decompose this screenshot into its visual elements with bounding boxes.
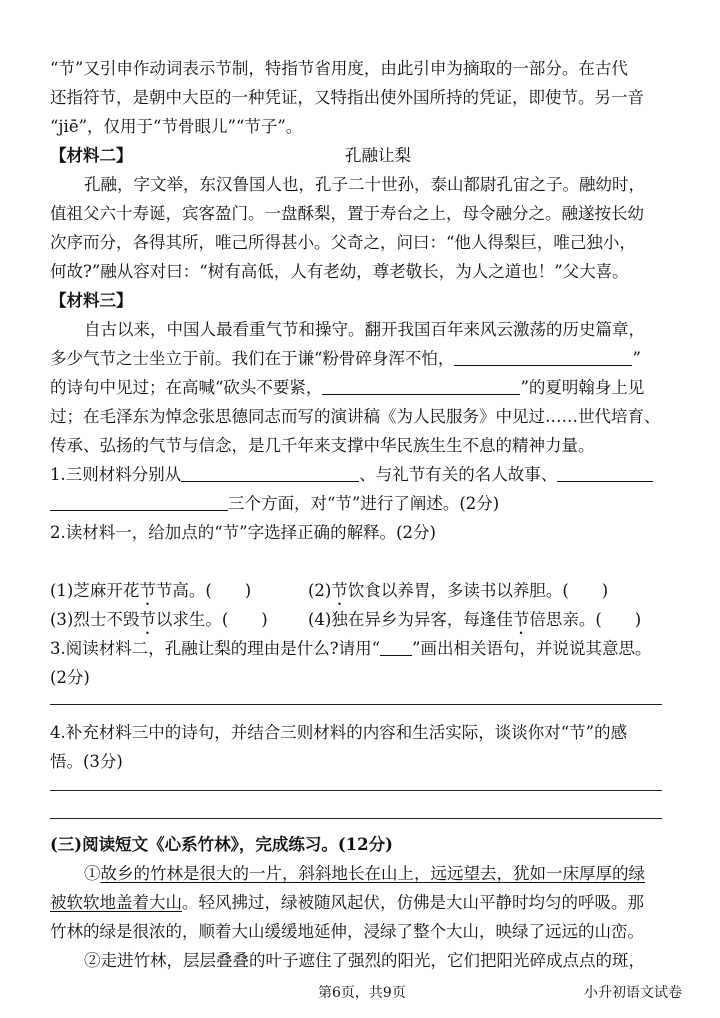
question-3-score: (2分) (50, 668, 90, 687)
item-1: (1)芝麻开花节节高。( ) (50, 581, 252, 600)
passage-line: 被软软地盖着大山。轻风拂过，绿被随风起伏，仿佛是大山平静时均匀的呼吸。那 (50, 893, 644, 912)
question-1 (50, 464, 670, 486)
material1-line: “节”又引申作动词表示节制，特指节省用度，由此引申为摘取的一部分。在古代 (50, 59, 628, 78)
material3-text: ”的夏明翰身上见 (520, 378, 645, 397)
material2-line: 次序而分，各得其所，唯己所得甚小。父奇之，问曰：“他人得梨巨，唯己独小， (50, 233, 636, 252)
material3-line: 自古以来，中国人最看重气节和操守。翻开我国百年来风云激荡的历史篇章， (84, 320, 645, 339)
answer-line[interactable] (50, 790, 662, 791)
poem-blank-2[interactable] (322, 378, 520, 395)
answer-blank[interactable] (557, 465, 653, 482)
question-2-items (50, 609, 670, 638)
material3-line: 传承、弘扬的气节与信念，是几千年来支撑中华民族生生不息的精神力量。 (50, 436, 595, 455)
underlined-sentence: 被软软地盖着大山 (50, 893, 182, 912)
question-2: 2.读材料一，给加点的“节”字选择正确的解释。(2分) (50, 523, 436, 542)
answer-line[interactable] (50, 818, 662, 819)
underline-sample (380, 639, 412, 656)
material3-line (50, 348, 670, 370)
passage-line: ①故乡的竹林是很大的一片，斜斜地长在山上，远远望去，犹如一床厚厚的绿 (84, 864, 645, 883)
material2-line: 何故?”融从容对曰：“树有高低，人有老幼，尊老敬长，为人之道也！”父大喜。 (50, 262, 629, 281)
material3-text: ” (632, 349, 641, 368)
underlined-sentence: 故乡的竹林是很大的一片，斜斜地长在山上，远远望去，犹如一床厚厚的绿 (100, 864, 645, 883)
answer-blank[interactable] (50, 494, 228, 511)
question-1-cont (50, 493, 670, 515)
material3-label: 【材料三】 (50, 291, 133, 310)
section-heading: (三)阅读短文《心系竹林》，完成练习。(12分) (50, 835, 393, 854)
material2-header (50, 145, 670, 167)
material3-text: 的诗句中见过；在高喊“砍头不要紧， (50, 378, 323, 397)
passage-line: 竹林的绿是很浓的，顺着大山缓缓地延伸，浸绿了整个大山，映绿了远远的山峦。 (50, 922, 644, 941)
answer-line[interactable] (50, 704, 662, 705)
question-2-items (50, 580, 670, 609)
question-text: 、与礼节有关的名人故事、 (359, 465, 558, 484)
material1-line: 还指符节，是朝中大臣的一种凭证，又特指出使外国所持的凭证，即使节。另一音 (50, 88, 644, 107)
question-text: 1.三则材料分别从 (50, 465, 182, 484)
item-3: (3)烈士不毁节以求生。( ) (50, 610, 268, 629)
question-text: 3.阅读材料二，孔融让梨的理由是什么?请用“ (50, 639, 381, 658)
material2-label: 【材料二】 (50, 146, 133, 165)
material3-text: 多少气节之士坐立于前。我们在于谦“粉骨碎身浑不怕， (50, 349, 455, 368)
question-text: ”画出相关语句，并说说其意思。 (412, 639, 652, 658)
material3-line (50, 377, 670, 399)
question-4: 4.补充材料三中的诗句，并结合三则材料的内容和生活实际，谈谈你对“节”的感 (50, 723, 628, 742)
poem-blank-1[interactable] (454, 349, 632, 366)
material2-title: 孔融让梨 (345, 146, 411, 165)
material3-line: 过；在毛泽东为悼念张思德同志而写的演讲稿《为人民服务》中见过……世代培育、 (50, 407, 661, 426)
item-4: (4)独在异乡为异客，每逢佳节倍思亲。( ) (308, 610, 642, 629)
question-text: 三个方面，对“节”进行了阐述。(2分) (228, 494, 500, 513)
answer-blank[interactable] (181, 465, 359, 482)
material2-line: 值祖父六十寿诞，宾客盈门。一盘酥梨，置于寿台之上，母令融分之。融遂按长幼 (50, 204, 644, 223)
question-3 (50, 638, 670, 660)
exam-label: 小升初语文试卷 (584, 985, 682, 1001)
passage-line: ②走进竹林，层层叠叠的叶子遮住了强烈的阳光，它们把阳光碎成点点的斑， (84, 951, 645, 970)
page-number: 第6页，共9页 (318, 985, 406, 1001)
item-2: (2)节饮食以养胃，多读书以养胆。( ) (308, 581, 609, 600)
question-4-cont: 悟。(3分) (50, 752, 123, 771)
material2-line: 孔融，字文举，东汉鲁国人也，孔子二十世孙，泰山都尉孔宙之子。融幼时， (84, 175, 645, 194)
material1-line: “jiē”，仅用于“节骨眼儿”“节子”。 (50, 117, 303, 136)
